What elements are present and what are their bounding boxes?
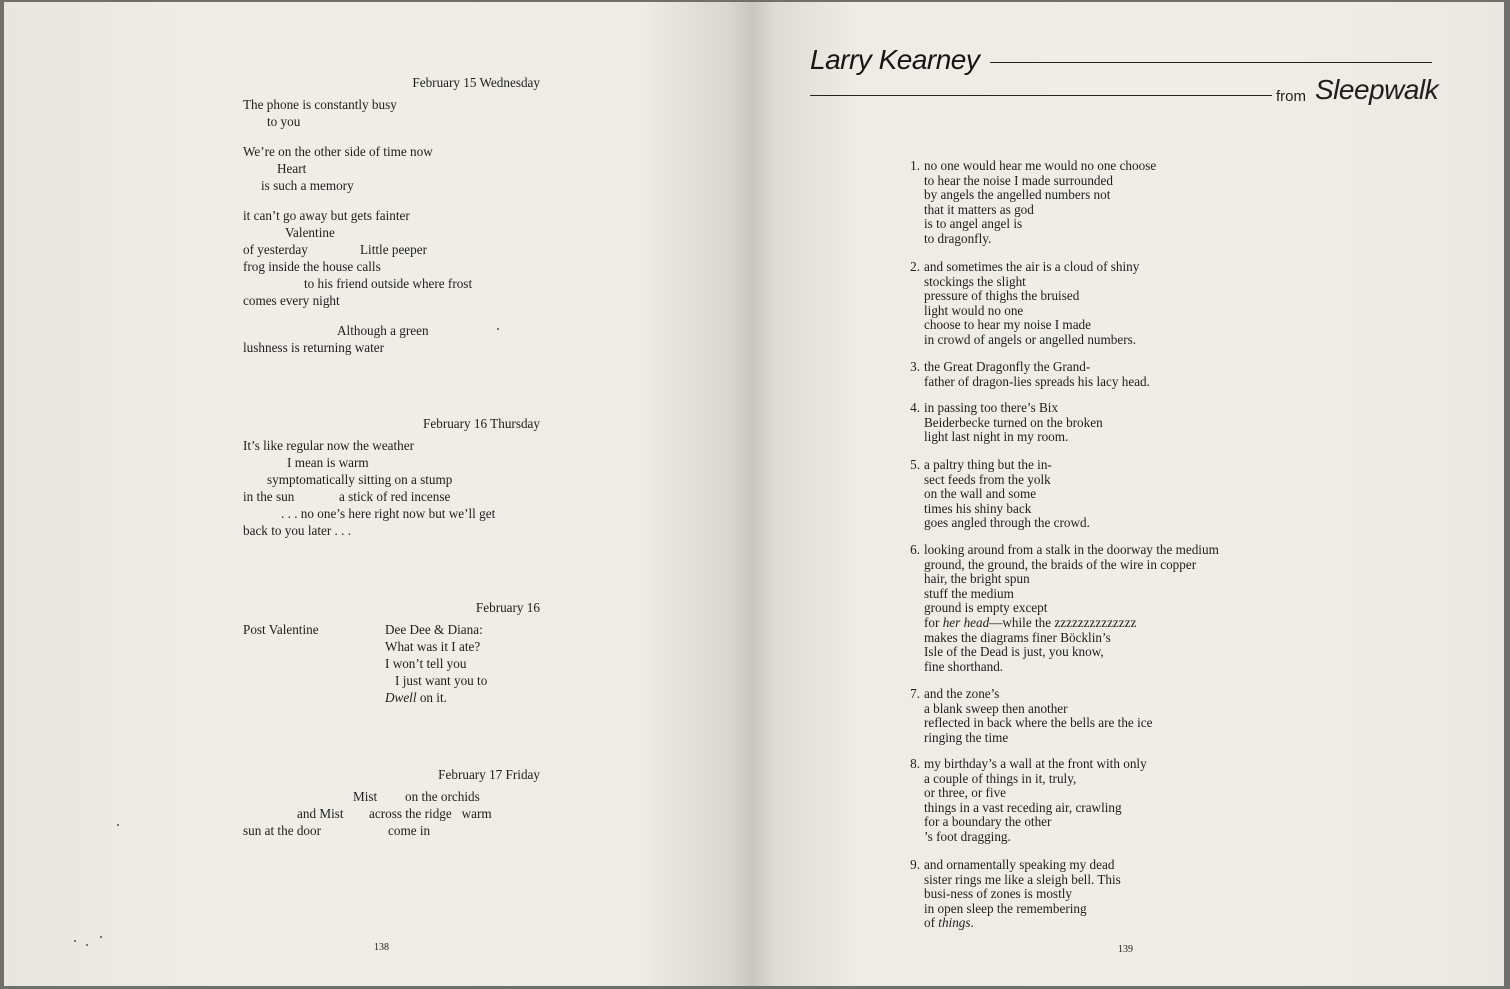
poem-line: light last night in my room.: [924, 429, 1069, 445]
section-number: 3.: [910, 359, 920, 374]
poem-line: it can’t go away but gets fainter: [243, 208, 410, 223]
poem-line: that it matters as god: [924, 201, 1034, 217]
poem-line: ringing the time: [924, 729, 1009, 745]
poem-line: things in a vast receding air, crawling: [924, 799, 1122, 815]
poem-line: Isle of the Dead is just, you know,: [924, 644, 1104, 660]
poem-line: I won’t tell you: [385, 656, 467, 671]
poem-line: symptomatically sitting on a stump: [267, 472, 453, 487]
speck: [100, 936, 102, 938]
section-number: 7.: [910, 686, 920, 701]
poem-line: by angels the angelled numbers not: [924, 187, 1111, 203]
poem-line: makes the diagrams finer Böcklin’s: [924, 629, 1111, 645]
poem-line: a couple of things in it, truly,: [924, 770, 1077, 786]
author-name: Larry Kearney: [810, 44, 980, 75]
poem-line: hair, the bright spun: [924, 571, 1030, 587]
poem-line: to hear the noise I made surrounded: [924, 172, 1113, 188]
speck: [86, 944, 88, 946]
poem-line: a blank sweep then another: [924, 700, 1068, 716]
poem-line: father of dragon-lies spreads his lacy head.: [924, 373, 1150, 389]
poem-line: no one would hear me would no one choose: [924, 158, 1157, 173]
poem-line: and sometimes the air is a cloud of shiny: [924, 259, 1140, 274]
section-number: 9.: [910, 857, 920, 872]
poem-line-fragment: on the orchids: [405, 789, 480, 804]
poem-line: sister rings me like a sleigh bell. This: [924, 871, 1121, 887]
poem-line: of yesterday: [243, 242, 308, 257]
poem-line: comes every night: [243, 293, 340, 308]
poem-line: lushness is returning water: [243, 340, 385, 355]
poem-line: for a boundary the other: [924, 814, 1052, 830]
poem-line: in the sun: [243, 489, 295, 504]
line-start: for: [924, 615, 943, 630]
page-number: 138: [374, 942, 389, 953]
poem-line-fragment: Little peeper: [360, 242, 427, 257]
poem-line: stuff the medium: [924, 585, 1014, 601]
poem-line: pressure of thighs the bruised: [924, 288, 1080, 304]
entry-date: February 15 Wednesday: [412, 75, 540, 90]
poem-title: Sleepwalk: [1315, 74, 1439, 105]
line-rest: .: [970, 915, 974, 931]
poem-line: What was it I ate?: [385, 639, 481, 654]
poem-line: in crowd of angels or angelled numbers.: [924, 332, 1137, 347]
poem-line: choose to hear my noise I made: [924, 317, 1091, 333]
italic-words: her head: [942, 615, 990, 630]
speck: [497, 328, 499, 330]
poem-line: to his friend outside where frost: [304, 276, 473, 291]
header-rule-top: [990, 62, 1432, 63]
poem-line: The phone is constantly busy: [243, 97, 397, 112]
poem-line: sect feeds from the yolk: [924, 471, 1051, 487]
poem-line: busi-ness of zones is mostly: [924, 886, 1072, 902]
section-number: 4.: [910, 400, 920, 415]
poem-line: is to angel angel is: [924, 216, 1023, 232]
poem-line: We’re on the other side of time now: [243, 144, 433, 159]
speck: [117, 824, 119, 826]
poem-line-fragment: across the ridge warm: [369, 806, 492, 821]
poem-line: Dee Dee & Diana:: [385, 622, 483, 637]
line-rest: on it.: [416, 690, 447, 705]
poem-line-fragment: a stick of red incense: [339, 489, 451, 504]
section-number: 2.: [910, 259, 920, 274]
italic-words: things: [938, 915, 971, 931]
poem-line: stockings the slight: [924, 273, 1026, 289]
poem-line: light would no one: [924, 302, 1024, 318]
poem-line: times his shiny back: [924, 500, 1032, 516]
entry-date: February 16: [475, 600, 540, 615]
poem-line: ’s foot dragging.: [924, 829, 1011, 844]
poem-line: Beiderbecke turned on the broken: [924, 414, 1103, 430]
poem-line: sun at the door: [243, 823, 322, 838]
entry-date: February 17 Friday: [438, 767, 540, 782]
poem-line: [385, 690, 447, 706]
poem-line: is such a memory: [261, 178, 354, 193]
poem-line: Mist: [353, 789, 378, 804]
poem-line: Although a green: [337, 323, 429, 338]
poem-line: Heart: [277, 161, 307, 176]
entry-date: February 16 Thursday: [423, 416, 540, 431]
poem-line: frog inside the house calls: [243, 259, 381, 274]
poem-line-fragment: come in: [388, 823, 431, 838]
poem-line: the Great Dragonfly the Grand-: [924, 359, 1091, 374]
section-number: 8.: [910, 756, 920, 771]
poem-line: in passing too there’s Bix: [924, 400, 1059, 415]
poem-line: and Mist: [297, 806, 344, 821]
poem-line: and ornamentally speaking my dead: [924, 857, 1115, 872]
poem-line: [924, 915, 974, 930]
entry-label: Post Valentine: [243, 622, 319, 637]
right-page: [752, 2, 1504, 986]
poem-line: and the zone’s: [924, 686, 1000, 701]
poem-line: fine shorthand.: [924, 658, 1004, 674]
poem-line: goes angled through the crowd.: [924, 515, 1090, 531]
poem-line: I mean is warm: [287, 455, 369, 470]
italic-word: Dwell: [385, 690, 417, 705]
section-number: 5.: [910, 457, 920, 472]
line-rest: —while the zzzzzzzzzzzzzz: [989, 615, 1137, 630]
poem-line: to dragonfly.: [924, 231, 992, 246]
poem-line: or three, or five: [924, 785, 1007, 801]
poem-line: I just want you to: [395, 673, 488, 688]
section-number: 1.: [910, 158, 920, 173]
poem-line: . . . no one’s here right now but we’ll get: [281, 506, 496, 521]
poem-line: to you: [267, 114, 301, 129]
poem-line: looking around from a stalk in the doorway the medium: [924, 542, 1219, 557]
poem-line: on the wall and some: [924, 486, 1037, 502]
poem-line: my birthday’s a wall at the front with only: [924, 756, 1147, 771]
poem-line: ground, the ground, the braids of the wire in copper: [924, 556, 1197, 572]
section-number: 6.: [910, 542, 920, 557]
poem-line: reflected in back where the bells are the ice: [924, 715, 1153, 731]
poem-line: back to you later . . .: [243, 523, 352, 538]
poem-line: Valentine: [285, 225, 335, 240]
line-start: of: [924, 915, 939, 931]
poem-line: ground is empty except: [924, 600, 1048, 616]
poem-line: [924, 615, 1136, 630]
poem-line: a paltry thing but the in-: [924, 457, 1052, 472]
page-number: 139: [1118, 944, 1133, 955]
header-rule-bottom: [810, 95, 1272, 96]
poem-line: It’s like regular now the weather: [243, 438, 415, 453]
left-page: [4, 2, 752, 986]
speck: [74, 940, 76, 942]
from-label: from: [1276, 88, 1306, 105]
poem-line: in open sleep the remembering: [924, 900, 1087, 916]
